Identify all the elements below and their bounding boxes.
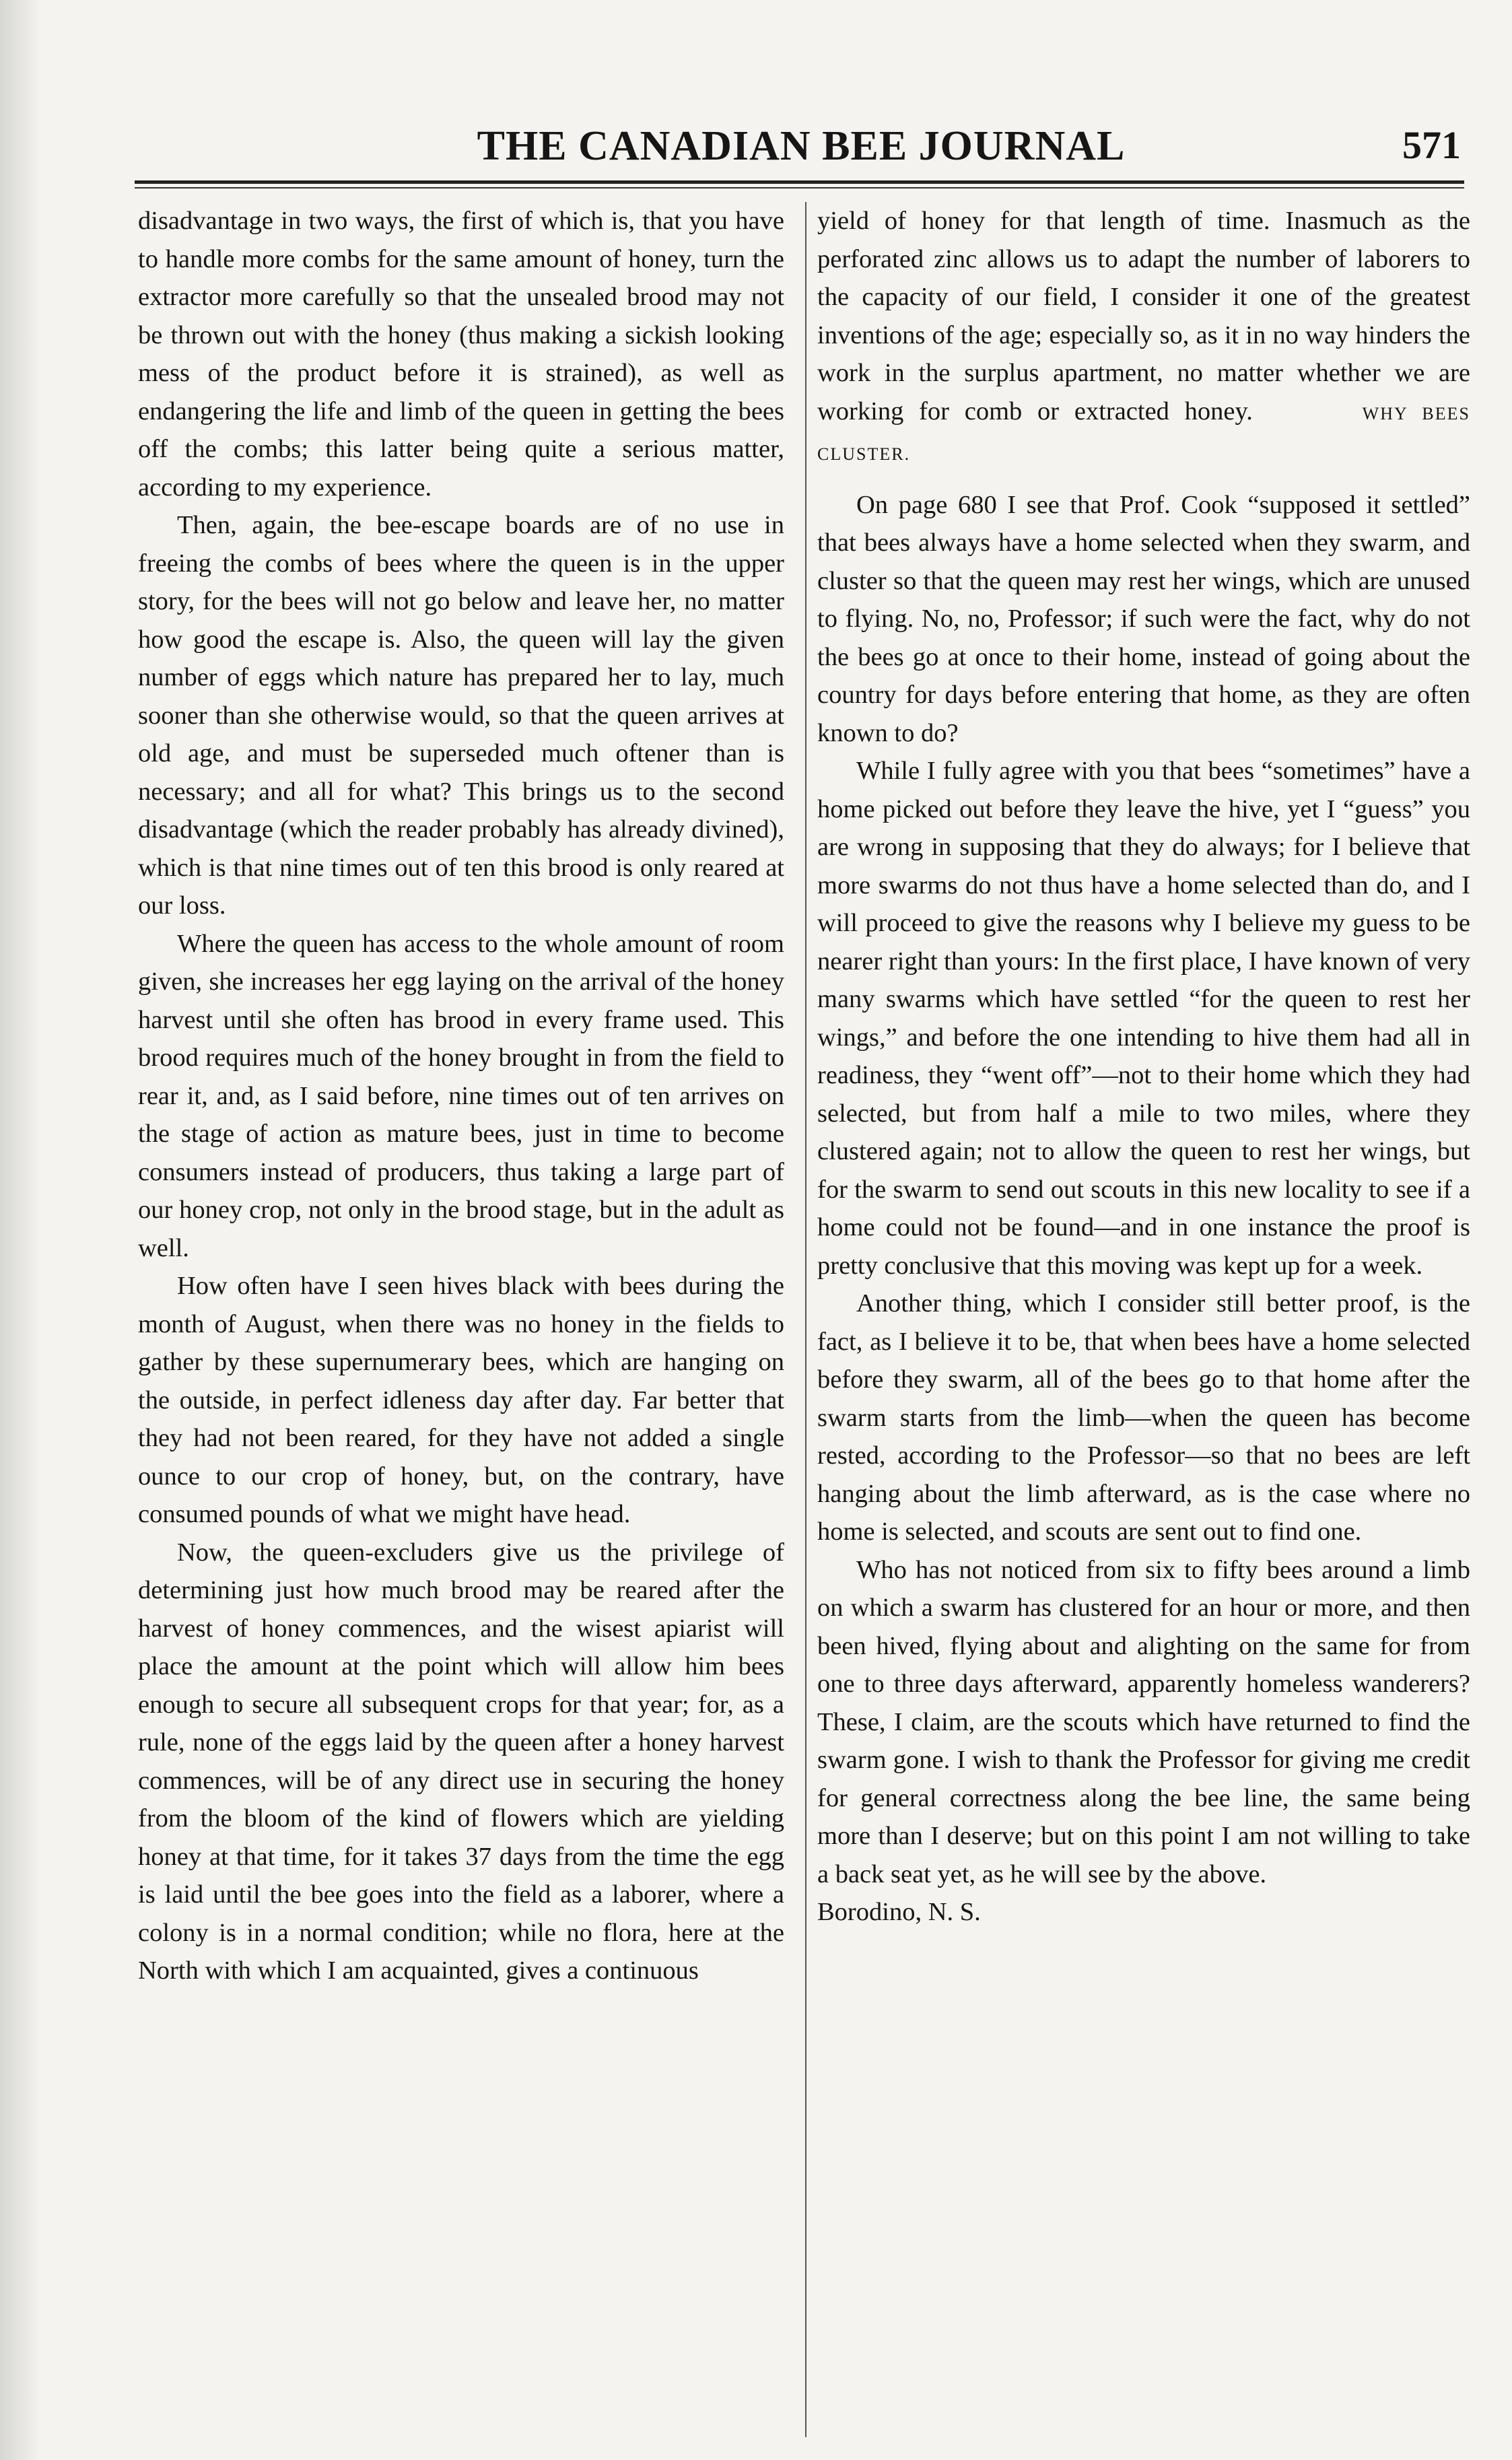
left-paragraph-3: Where the queen has access to the whole amount of room given, she increases her egg laying on the arrival of the honey harvest until she often has brood in every frame used. This brood requires much of the honey brought in from the field to rear it, and, as I said before, nine times out of ten arrives on the stage of action as mature bees, just in time to become consumers instead of producers, thus taking a large part of our honey crop, not only in the brood stage, but in the adult as well. (138, 929, 784, 1262)
left-paragraph-2: Then, again, the bee-escape boards are of no use in freeing the combs of bees where the queen is in the upper story, for the bees will not go below and leave her, no matter how good the escape is. Also, the queen will lay the given number of eggs which nature has prepared her to lay, much sooner than she otherwise would, so that the queen arrives at old age, and must be superseded much oftener than is necessary; and all for what? This brings us to the second disadvantage (which the reader probably has already divined), which is that nine times out of ten this brood is only reared at our loss. (138, 511, 784, 920)
right-paragraph-3: While I fully agree with you that bees “sometimes” have a home picked out before they leave the hive, yet I “guess” you are wrong in supposing that they do always; for I believe that more swarms do not thus have a home selected than do, and I will proceed to give the reasons why I believe my guess to be nearer right than yours: In the first place, I have known of very many swarms which have settled “for the queen to rest her wings,” and before the one intending to hive them had all in readiness, they “went off”—not to their home which they had selected, but from half a mile to two miles, where they clustered again; not to allow the queen to rest her wings, but for the swarm to send out scouts in this new locality to see if a home could not be found—and in one instance the proof is pretty conclusive that this moving was kept up for a week. (817, 757, 1470, 1280)
page-number: 571 (1402, 123, 1461, 167)
left-paragraph-1: disadvantage in two ways, the first of which is, that you have to handle more combs for the same amount of honey, turn the extractor more carefully so that the unsealed brood may not be thrown out with the honey (thus making a sickish looking mess of the product before it is strained), as well as endangering the life and limb of the queen in getting the bees off the combs; this latter being quite a serious matter, according to my experience. (138, 207, 784, 502)
right-paragraph-4: Another thing, which I consider still better proof, is the fact, as I believe it to be, that when bees have a home selected before they swarm, all of the bees go to that home after the swarm starts from the limb—when the queen has become rested, according to the Professor—so that no bees are left hanging about the limb afterward, as is the case where no home is selected, and scouts are sent out to find one. (817, 1289, 1470, 1546)
left-column (138, 202, 784, 1990)
right-paragraph-1 (817, 202, 1470, 474)
page-edge-shadow (0, 0, 40, 2460)
journal-title: THE CANADIAN BEE JOURNAL (477, 123, 1126, 169)
section-subheading: WHY BEES CLUSTER. (817, 403, 1470, 464)
right-column (817, 202, 1470, 1932)
page-header (141, 116, 1461, 176)
header-rule (135, 180, 1464, 184)
signature-location: Borodino, N. S. (817, 1898, 981, 1926)
right-paragraph-1-text: yield of honey for that length of time. Inasmuch as the perforated zinc allows us to adapt the number of laborers to the capacity of our field, I consider it one of the greatest inventions of the age; especially so, as it in no way hinders the work in the surplus apartment, no matter whether we are working for comb or extracted honey. (817, 207, 1470, 425)
left-paragraph-4: How often have I seen hives black with bees during the month of August, when there was no honey in the fields to gather by these supernumerary bees, which are hanging on the outside, in perfect idleness day after day. Far better that they had not been reared, for they have not added a single ounce to our crop of honey, but, on the contrary, have consumed pounds of what we might have head. (138, 1272, 784, 1528)
column-divider (805, 202, 806, 2437)
left-paragraph-5: Now, the queen-excluders give us the privilege of determining just how much brood may be reared after the harvest of honey commences, and the wisest apiarist will place the amount at the point which will allow him bees enough to secure all subsequent crops for that year; for, as a rule, none of the eggs laid by the queen after a honey harvest commences, will be of any direct use in securing the honey from the bloom of the kind of flowers which are yielding honey at that time, for it takes 37 days from the time the egg is laid until the bee goes into the field as a laborer, where a colony is in a normal condition; while no flora, here at the North with which I am acquainted, gives a continuous (138, 1538, 784, 1985)
right-paragraph-2: On page 680 I see that Prof. Cook “supposed it settled” that bees always have a home selected when they swarm, and cluster so that the queen may rest her wings, which are unused to flying. No, no, Professor; if such were the fact, why do not the bees go at once to their home, instead of going about the country for days before entering that home, as they are often known to do? (817, 490, 1470, 747)
header-rule-thin (135, 187, 1464, 189)
right-paragraph-5: Who has not noticed from six to fifty bees around a limb on which a swarm has clustered for an hour or more, and then been hived, flying about and alighting on the same for from one to three days afterward, apparently homeless wanderers? These, I claim, are the scouts which have returned to find the swarm gone. I wish to thank the Professor for giving me credit for general correctness along the bee line, the same being more than I deserve; but on this point I am not willing to take a back seat yet, as he will see by the above. (817, 1555, 1470, 1888)
